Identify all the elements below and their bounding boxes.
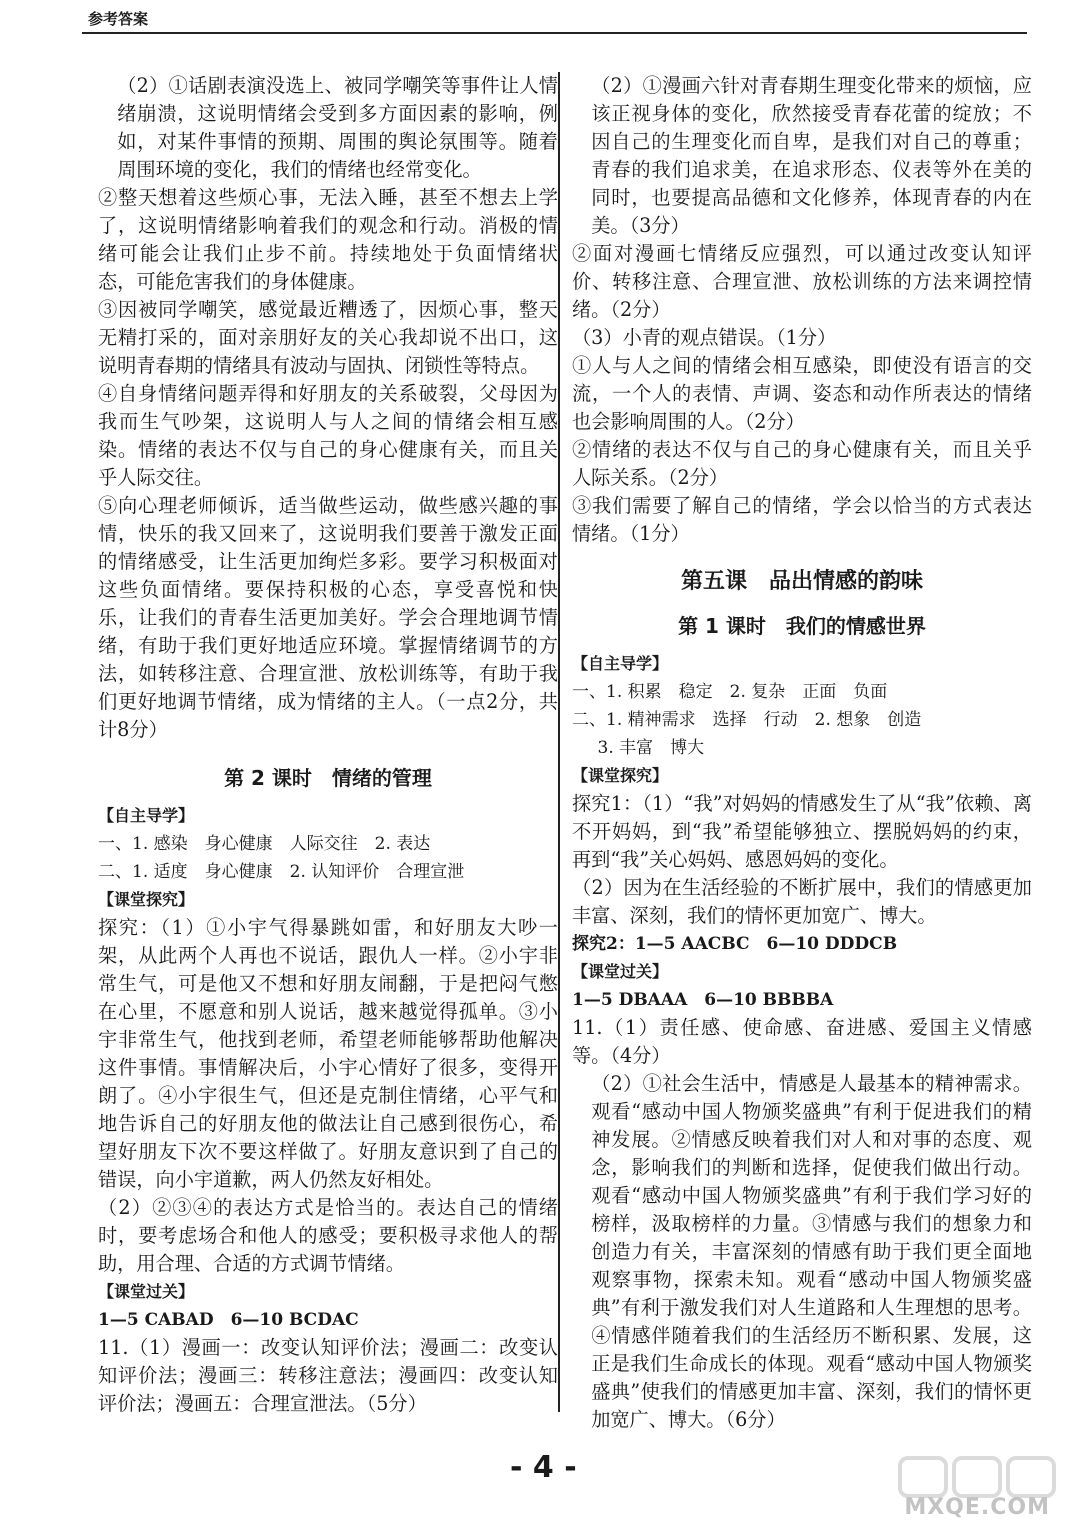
answer-line: 二、1. 精神需求 选择 行动 2. 想象 创造 xyxy=(572,710,922,730)
answer-paragraph: 探究1：（1）“我”对妈妈的情感发生了从“我”依赖、离不开妈妈，到“我”希望能够独立、摆脱妈妈的约束，再到“我”关心妈妈、感恩妈妈的变化。 xyxy=(572,792,1032,871)
answer-paragraph: ③因被同学嘲笑，感觉最近糟透了，因烦心事，整天无精打采的，面对亲朋好友的关心我却说不出口，这说明青春期的情绪具有波动与固执、闭锁性等特点。 xyxy=(98,298,558,377)
header-rule xyxy=(82,32,1027,34)
right-column xyxy=(572,72,1032,1434)
answer-line: 一、1. 感染 身心健康 人际交往 2. 表达 xyxy=(98,834,431,854)
page-header-label: 参考答案 xyxy=(88,10,149,28)
answer-paragraph: （2）因为在生活经验的不断扩展中，我们的情感更加丰富、深刻，我们的情怀更加宽广、博大。 xyxy=(572,876,1032,927)
answer-paragraph: ②整天想着这些烦心事，无法入睡，甚至不想去上学了，这说明情绪影响着我们的观念和行动。消极的情绪可能会让我们止步不前。持续地处于负面情绪状态，可能危害我们的身体健康。 xyxy=(98,186,558,293)
question-answer: 11.（1）漫画一：改变认知评价法；漫画二：改变认知评价法；漫画三：转移注意法；漫画四：改变认知评价法；漫画五：合理宣泄法。（5分） xyxy=(98,1336,558,1415)
choice-answers: 1—5 CABAD 6—10 BCDAC xyxy=(98,1310,359,1330)
lesson-title: 第 1 课时 我们的情感世界 xyxy=(678,614,926,638)
answer-paragraph: ③我们需要了解自己的情绪，学会以恰当的方式表达情绪。（1分） xyxy=(572,494,1032,545)
answer-line: 3. 丰富 博大 xyxy=(597,738,705,758)
left-column xyxy=(98,72,558,1418)
choice-answers: 探究2：1—5 AACBC 6—10 DDDCB xyxy=(572,934,898,954)
answer-paragraph: ⑤向心理老师倾诉，适当做些运动，做些感兴趣的事情，快乐的我又回来了，这说明我们要善于激发正面的情绪感受，让生活更加绚烂多彩。要学习积极面对这些负面情绪。要保持积极的心态，享受喜悦和快乐，让我们的青春生活更加美好。学会合理地调节情绪，有助于我们更好地适应环境。掌握情绪调节的方法，如转移注意、合理宣泄、放松训练等，有助于我们更好地调节情绪，成为情绪的主人。（一点2分，共计8分） xyxy=(98,494,558,741)
answer-paragraph: ①人与人之间的情绪会相互感染，即使没有语言的交流，一个人的表情、声调、姿态和动作所表达的情绪也会影响周围的人。（2分） xyxy=(572,354,1032,433)
chapter-title: 第五课 品出情感的韵味 xyxy=(680,569,923,594)
answer-paragraph: （2）①话剧表演没选上、被同学嘲笑等事件让人情绪崩溃，这说明情绪会受到多方面因素的影响，例如，对某件事情的预期、周围的舆论氛围等。随着周围环境的变化，我们的情绪也经常变化。 xyxy=(117,74,558,181)
answer-paragraph: 探究：（1）①小宇气得暴跳如雷，和好朋友大吵一架，从此两个人再也不说话，跟仇人一样。②小宇非常生气，可是他又不想和好朋友闹翻，于是把闷气憋在心里，不愿意和别人说话，越来越觉得孤单。③小宇非常生气，他找到老师，希望老师能够帮助他解决这件事情。事情解决后，小宇心情好了很多，变得开朗了。④小宇很生气，但还是克制住情绪，心平气和地告诉自己的好朋友他的做法让自己感到很伤心，希望好朋友下次不要这样做了。好朋友意识到了自己的错误，向小宇道歉，两人仍然友好相处。 xyxy=(98,916,558,1191)
column-divider xyxy=(558,72,560,1412)
lesson-title: 第 2 课时 情绪的管理 xyxy=(224,766,432,790)
question-answer: 11.（1）责任感、使命感、奋进感、爱国主义情感等。（4分） xyxy=(572,1016,1032,1067)
section-label: 【课堂过关】 xyxy=(98,1282,195,1301)
answer-paragraph: ②面对漫画七情绪反应强烈，可以通过改变认知评价、转移注意、合理宣泄、放松训练的方法来调控情绪。（2分） xyxy=(572,242,1032,321)
page-number: - 4 - xyxy=(510,1450,577,1485)
answer-line: 一、1. 积累 稳定 2. 复杂 正面 负面 xyxy=(572,682,888,702)
section-label: 【自主导学】 xyxy=(572,654,669,673)
choice-answers: 1—5 DBAAA 6—10 BBBBA xyxy=(572,990,834,1010)
section-label: 【自主导学】 xyxy=(98,806,195,825)
answer-paragraph: ④自身情绪问题弄得和好朋友的关系破裂，父母因为我而生气吵架，这说明人与人之间的情绪会相互感染。情绪的表达不仅与自己的身心健康有关，而且关乎人际交往。 xyxy=(98,382,558,489)
answer-paragraph: （2）①漫画六针对青春期生理变化带来的烦恼，应该正视身体的变化，欣然接受青春花蕾的绽放；不因自己的生理变化而自卑，是我们对自己的尊重；青春的我们追求美，在追求形态、仪表等外在美的同时，也要提高品德和文化修养，体现青春的内在美。（3分） xyxy=(591,74,1032,237)
question-answer: （2）①社会生活中，情感是人最基本的精神需求。观看“感动中国人物颁奖盛典”有利于促进我们的精神发展。②情感反映着我们对人和对事的态度、观念，影响我们的判断和选择，促使我们做出行动。观看“感动中国人物颁奖盛典”有利于我们学习好的榜样，汲取榜样的力量。③情感与我们的想象力和创造力有关，丰富深刻的情感有助于我们更全面地观察事物，探索未知。观看“感动中国人物颁奖盛典”有利于激发我们对人生道路和人生理想的思考。④情感伴随着我们的生活经历不断积累、发展，这正是我们生命成长的体现。观看“感动中国人物颁奖盛典”使我们的情感更加丰富、深刻，我们的情怀更加宽广、博大。（6分） xyxy=(591,1072,1032,1431)
section-label: 【课堂探究】 xyxy=(98,890,195,909)
answer-paragraph: （3）小青的观点错误。（1分） xyxy=(572,326,837,349)
watermark-text: MXQE.COM xyxy=(904,1495,1050,1520)
section-label: 【课堂过关】 xyxy=(572,962,669,981)
section-label: 【课堂探究】 xyxy=(572,766,669,785)
answer-paragraph: ②情绪的表达不仅与自己的身心健康有关，而且关乎人际关系。（2分） xyxy=(572,438,1032,489)
answer-line: 二、1. 适度 身心健康 2. 认知评价 合理宣泄 xyxy=(98,862,465,882)
answer-paragraph: （2）②③④的表达方式是恰当的。表达自己的情绪时，要考虑场合和他人的感受；要积极寻求他人的帮助，用合理、合适的方式调节情绪。 xyxy=(98,1196,558,1275)
